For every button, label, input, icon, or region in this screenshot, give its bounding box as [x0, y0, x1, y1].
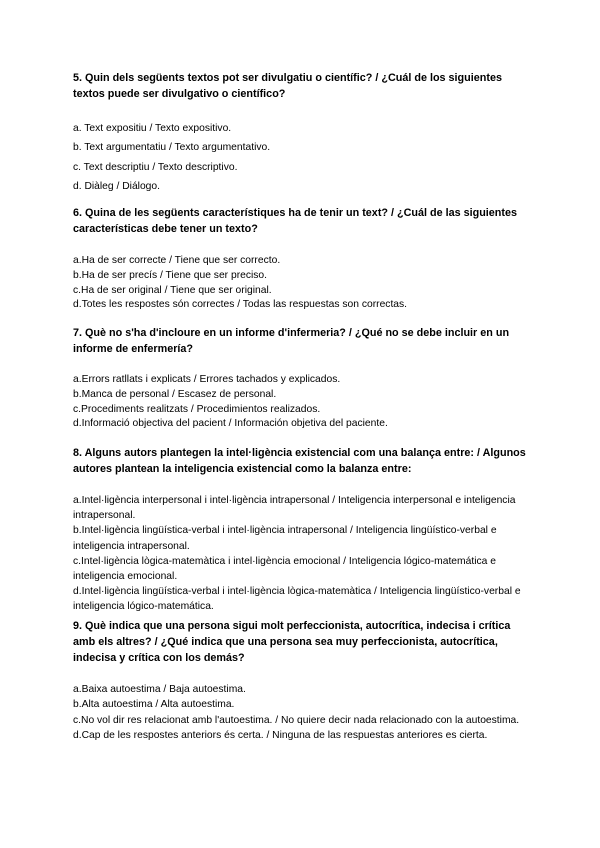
- option-a: a. Text expositiu / Texto expositivo.: [73, 123, 232, 134]
- question-title: 7. Què no s'ha d'incloure en un informe d'infermeria? / ¿Qué no se debe incluir en un informe de enfermería?: [73, 327, 510, 355]
- option-b: b.Alta autoestima / Alta autoestima.: [73, 699, 235, 711]
- option-c: c.Intel·ligència lògica-matemàtica i intel·ligència emocional / Inteligencia lógico-matemática e inteligencia emocional.: [73, 555, 496, 583]
- option-c: c.Ha de ser original / Tiene que ser original.: [73, 284, 272, 296]
- question-title: 5. Quin dels següents textos pot ser divulgatiu o científic? / ¿Cuál de los siguientes textos puede ser divulgativo o científico?: [73, 72, 502, 100]
- option-d: d.Informació objectiva del pacient / Información objetiva del paciente.: [73, 418, 388, 430]
- question-7: [73, 325, 533, 432]
- option-list: [73, 254, 533, 313]
- option-list: [73, 119, 533, 196]
- option-d: d.Cap de les respostes anteriors és certa. / Ninguna de las respuestas anteriores es cierta.: [73, 730, 488, 742]
- option-list: [73, 493, 533, 615]
- option-list: [73, 682, 533, 744]
- option-a: a.Ha de ser correcte / Tiene que ser correcto.: [73, 255, 281, 266]
- option-b: b.Intel·ligència lingüística-verbal i intel·ligència intrapersonal / Inteligencia lingüístico-verbal e inteligencia intrapersonal.: [73, 525, 497, 552]
- option-d: d.Intel·ligència lingüística-verbal i intel·ligència lògica-matemàtica / Inteligencia lingüístico-verbal e inteligencia lógico-matemática.: [73, 586, 521, 613]
- option-a: a.Baixa autoestima / Baja autoestima.: [73, 684, 246, 695]
- option-c: c.Procediments realitzats / Procedimientos realizados.: [73, 403, 321, 415]
- option-b: b.Manca de personal / Escasez de personal.: [73, 388, 277, 400]
- option-d: d.Totes les respostes són correctes / Todas las respuestas son correctas.: [73, 299, 408, 311]
- question-6: [73, 205, 533, 313]
- option-b: b.Ha de ser precís / Tiene que ser preciso.: [73, 269, 268, 281]
- option-d: d. Diàleg / Diálogo.: [73, 180, 161, 192]
- question-9: [73, 618, 533, 744]
- option-a: a.Intel·ligència interpersonal i intel·ligència intrapersonal / Inteligencia interpersonal e inteligencia intrapersonal.: [73, 495, 516, 522]
- question-title: 6. Quina de les següents característiques ha de tenir un text? / ¿Cuál de las siguientes características debe tener un texto?: [73, 207, 518, 235]
- question-5: [73, 70, 533, 196]
- option-a: a.Errors ratllats i explicats / Errores tachados y explicados.: [73, 374, 341, 385]
- question-8: [73, 445, 533, 615]
- option-c: c. Text descriptiu / Texto descriptivo.: [73, 161, 238, 173]
- question-title: 8. Alguns autors plantegen la intel·ligència existencial com una balança entre: / Algunos autores plantean la inteligencia existencial como la balanza entre:: [73, 447, 526, 475]
- option-b: b. Text argumentatiu / Texto argumentativo.: [73, 142, 271, 154]
- question-title: 9. Què indica que una persona sigui molt perfeccionista, autocrítica, indecisa i crítica amb els altres? / ¿Qué indica que una persona sea muy perfeccionista, autocrítica, indecisa y crítica con los demás?: [73, 620, 511, 664]
- option-c: c.No vol dir res relacionat amb l'autoestima. / No quiere decir nada relacionado con la autoestima.: [73, 714, 520, 726]
- option-list: [73, 373, 533, 432]
